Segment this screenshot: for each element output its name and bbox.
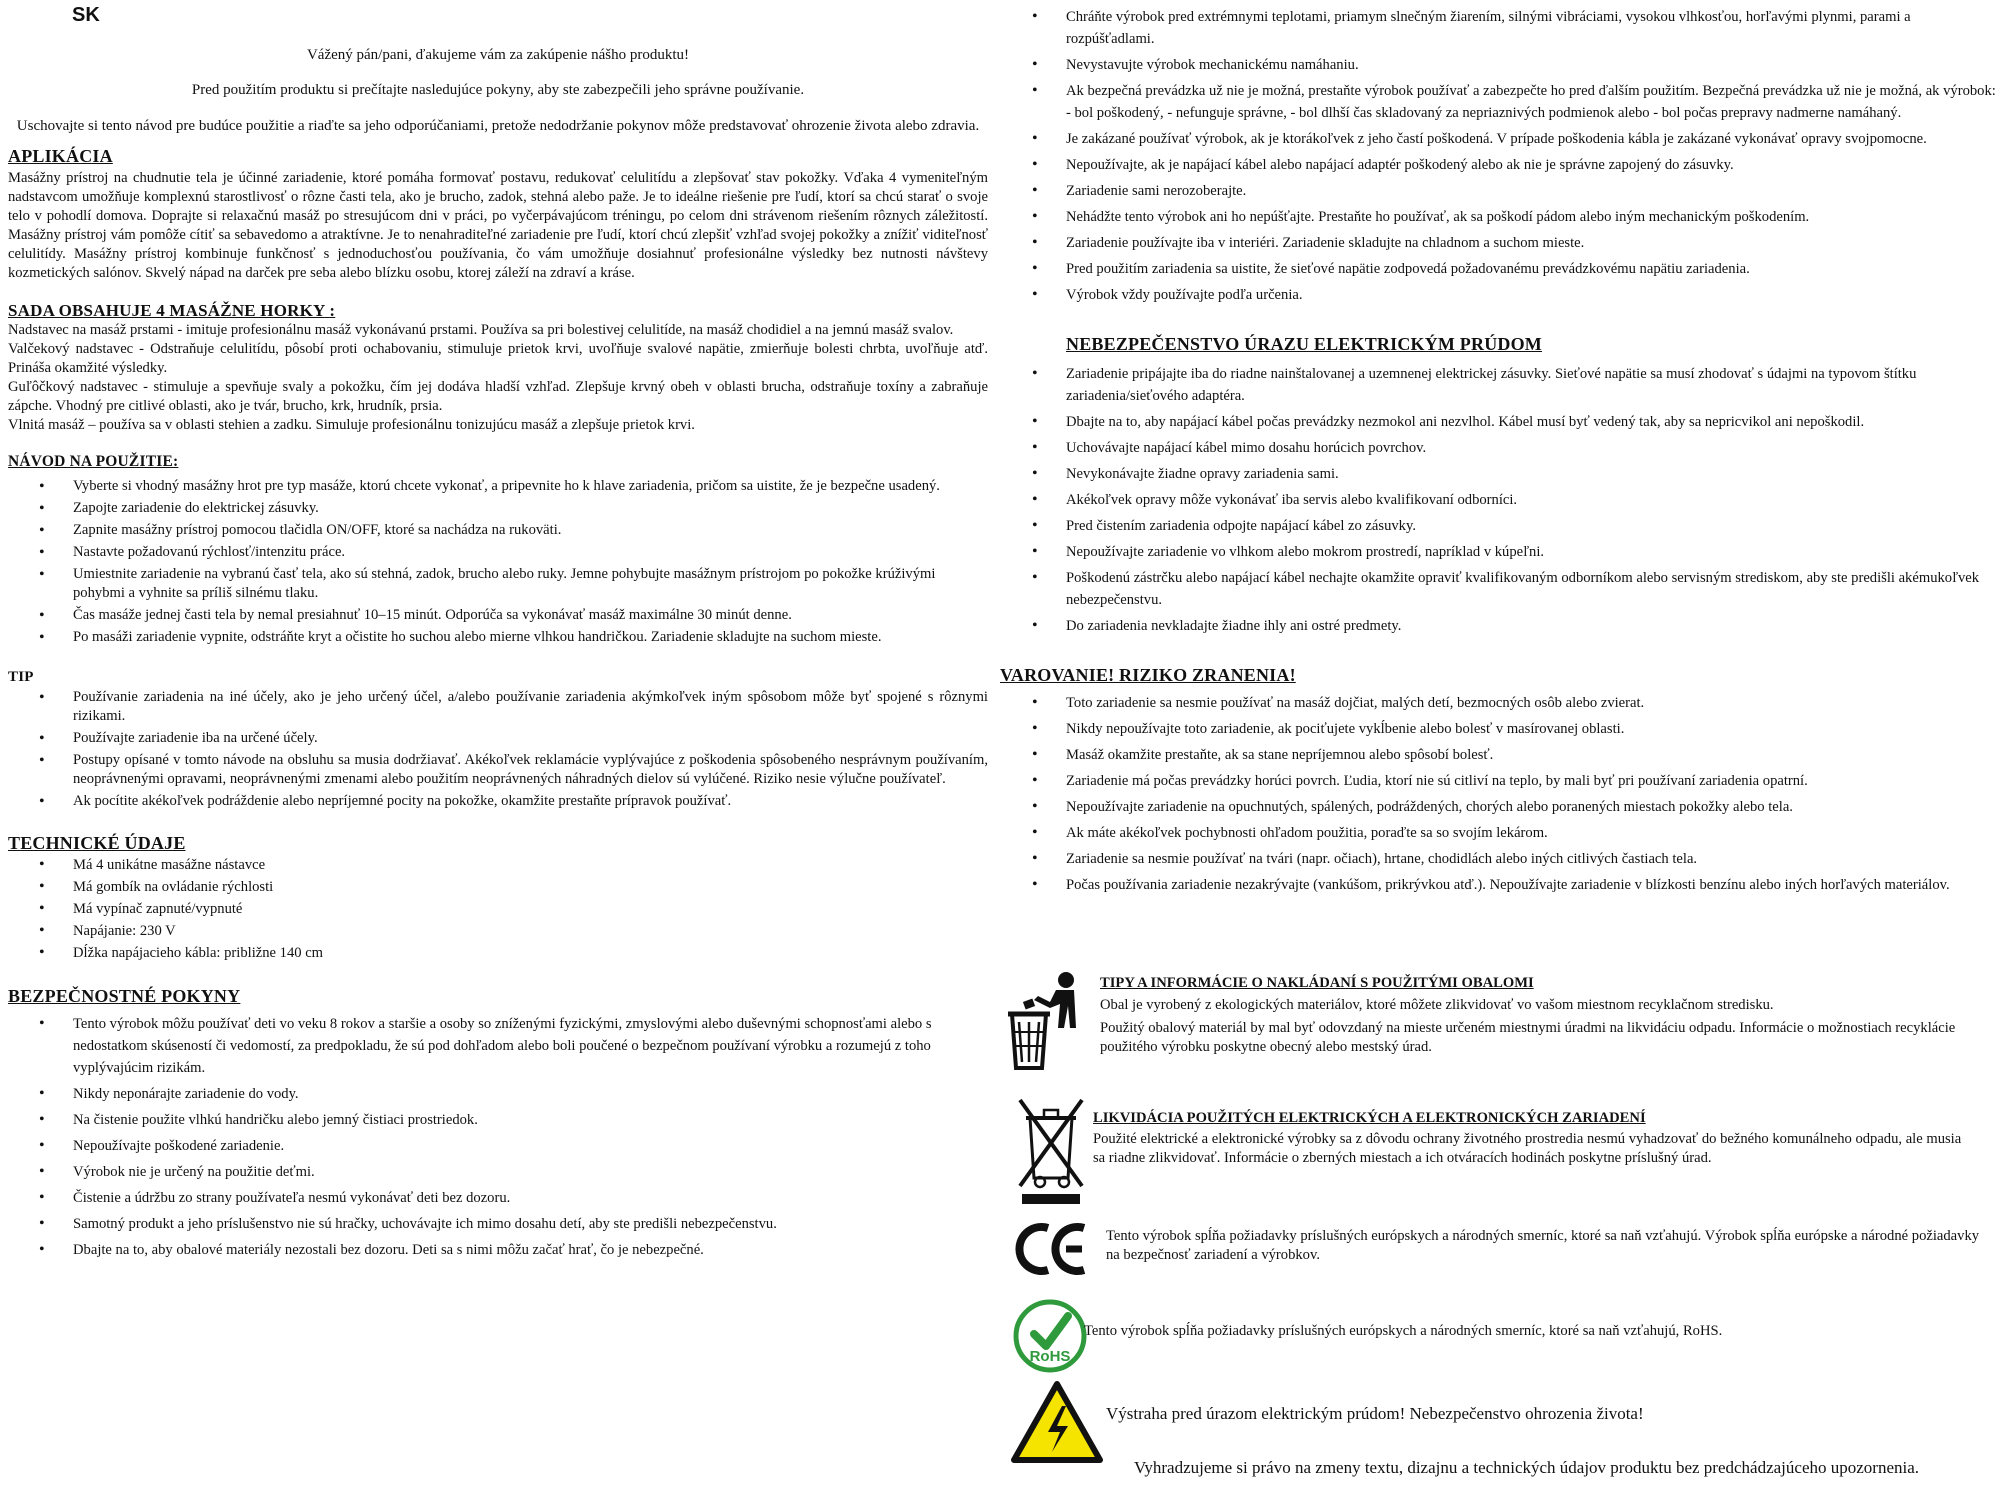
list-item: • Nepoužívajte poškodené zariadenie. (73, 1135, 988, 1157)
list-item: • Na čistenie použite vlhkú handričku alebo jemný čistiaci prostriedok. (73, 1109, 988, 1131)
shock-warning-text: Výstraha pred úrazom elektrickým prúdom! Nebezpečenstvo ohrozenia života! (1106, 1404, 1644, 1423)
sada-title-text: SADA OBSAHUJE 4 MASÁŽNE HORKY (8, 301, 325, 320)
tip-list (8, 688, 988, 811)
list-item: • Tento výrobok môžu používať deti vo veku 8 rokov a staršie a osoby so zníženými fyzickými, zmyslovými alebo duševnými schopnosťami alebo s nedostatkom skúseností či vedomostí, za predpokladu, že sú pod dohľadom alebo boli poučené o bezpečnom používaní výrobku a rozumejú z toho vyplývajúcim rizikám. (73, 1013, 988, 1079)
electric-shock-warning-icon (1010, 1380, 1104, 1464)
section-title-technicke: TECHNICKÉ ÚDAJE (8, 833, 186, 853)
list-item: • Ak pocítite akékoľvek podráždenie alebo nepríjemné pocity na pokožke, okamžite prestaňte prípravok používať. (73, 792, 988, 811)
crossed-bin-icon (1016, 1096, 1086, 1206)
list-item: • Zapnite masážny prístroj pomocou tlačidla ON/OFF, ktoré sa nachádza na rukoväti. (73, 521, 988, 540)
left-column (8, 0, 988, 1265)
varovanie-list (1000, 692, 2000, 896)
list-item: • Do zariadenia nevkladajte žiadne ihly ani ostré predmety. (1066, 615, 2000, 637)
list-item: • Nikdy neponárajte zariadenie do vody. (73, 1083, 988, 1105)
list-item: • Dbajte na to, aby napájací kábel počas prevádzky nezmokol ani nezvlhol. Kábel musí byť vedený tak, aby sa nepricvikol ani nepoškodil. (1066, 411, 2000, 433)
intro-keep-manual: Uschovajte si tento návod pre budúce použitie a riaďte sa jeho odporúčaniami, pretože nedodržanie pokynov môže predstavovať ohrozenie života alebo zdravia. (16, 118, 980, 134)
obaly-line: Použitý obalový materiál by mal byť odovzdaný na mieste určeném miestnymi úradmi na likvidáciu odpadu. Informácie o možnostiach recyklácie použitého výrobku poskytne obecný alebo mestský úrad. (1100, 1020, 1956, 1055)
right-column (1000, 0, 2000, 900)
list-item: • Výrobok vždy používajte podľa určenia. (1066, 284, 2000, 306)
list-item: • Zariadenie sa nesmie používať na tvári (napr. očiach), hrtane, chodidlách alebo iných citlivých častiach tela. (1066, 848, 2000, 870)
list-item: • Nepoužívajte zariadenie na opuchnutých, spálených, podráždených, chorých alebo poranených miestach pokožky alebo tela. (1066, 796, 2000, 818)
list-item: • Má 4 unikátne masážne nástavce (73, 854, 988, 876)
list-item: • Zariadenie používajte iba v interiéri. Zariadenie skladujte na chladnom a suchom mieste. (1066, 232, 2000, 254)
list-item: • Nepoužívajte zariadenie vo vlhkom alebo mokrom prostredí, napríklad v kúpeľni. (1066, 541, 2000, 563)
list-item: • Zariadenie pripájajte iba do riadne nainštalovanej a uzemnenej elektrickej zásuvky. Sieťové napätie sa musí zhodovať s údajmi na typovom štítku zariadenia/sieťového adaptéra. (1066, 363, 2000, 407)
sada-line: Guľôčkový nadstavec - stimuluje a spevňuje svaly a pokožku, čím jej dodáva hladší vzhľad. Zlepšuje krvný obeh v oblasti brucha, odstraňuje toxíny a zabraňuje zápche. Vhodný pre citlivé oblasti, ako je tvár, brucho, krk, hrudník, prsia. (8, 379, 988, 414)
list-item: • Má gombík na ovládanie rýchlosti (73, 876, 988, 898)
list-item: • Pred čistením zariadenia odpojte napájací kábel zo zásuvky. (1066, 515, 2000, 537)
rohs-icon (1012, 1298, 1088, 1374)
recycle-bin-icon (1004, 970, 1084, 1070)
sada-line: Valčekový nadstavec - Odstraňuje celulitídu, pôsobí proti ochabovaniu, stimuluje prietok krvi, uvoľňuje svalové napätie, zmierňuje bolesti chrbta, uvoľňuje atď. Prináša okamžité výsledky. (8, 341, 988, 376)
list-item: • Napájanie: 230 V (73, 920, 988, 942)
intro-read-instructions: Pred použitím produktu si prečítajte nasledujúce pokyny, aby ste zabezpečili jeho správne používanie. (191, 82, 805, 98)
section-title-navod: NÁVOD NA POUŽITIE: (8, 453, 179, 470)
list-item: • Čistenie a údržbu zo strany používateľa nesmú vykonávať deti bez dozoru. (73, 1187, 988, 1209)
list-item: • Dĺžka napájacieho kábla: približne 140 cm (73, 942, 988, 964)
section-title-tip: TIP (8, 669, 34, 685)
list-item: • Používajte zariadenie iba na určené účely. (73, 729, 988, 748)
list-item: • Ak bezpečná prevádzka už nie je možná, prestaňte výrobok používať a zabezpečte ho pred ďalším použitím. Bezpečná prevádzka už nie je možná, ak výrobok: - bol poškodený, - nefunguje správne, - bol dlhší čas skladovaný za nepriaznivých podmienok alebo - bol počas prepravy nadmerne namáhaný. (1066, 80, 2000, 124)
list-item: • Zariadenie má počas prevádzky horúci povrch. Ľudia, ktorí nie sú citliví na teplo, by mali byť pri používaní zariadenia opatrní. (1066, 770, 2000, 792)
list-item: • Nehádžte tento výrobok ani ho nepúšťajte. Prestaňte ho používať, ak sa poškodí pádom alebo iným mechanickým poškodením. (1066, 206, 2000, 228)
list-item: • Má vypínač zapnuté/vypnuté (73, 898, 988, 920)
list-item: • Poškodenú zástrčku alebo napájací kábel nechajte okamžite opraviť kvalifikovaným odborníkom alebo servisným strediskom, aby ste predišli akémukoľvek nebezpečenstvu. (1066, 567, 2000, 611)
technicke-list (8, 854, 988, 964)
weee-title: LIKVIDÁCIA POUŽITÝCH ELEKTRICKÝCH A ELEKTRONICKÝCH ZARIADENÍ (1093, 1110, 1646, 1126)
list-item: • Zariadenie sami nerozoberajte. (1066, 180, 2000, 202)
list-item: • Nastavte požadovanú rýchlosť/intenzitu práce. (73, 543, 988, 562)
language-code: SK (72, 4, 100, 26)
list-item: • Samotný produkt a jeho príslušenstvo nie sú hračky, uchovávajte ich mimo dosahu detí, aby ste predišli nebezpečenstvu. (73, 1213, 988, 1235)
list-item: • Umiestnite zariadenie na vybranú časť tela, ako sú stehná, zadok, brucho alebo ruky. Jemne pohybujte masážnym prístrojom po pokožke krúživými pohybmi a vyhnite sa príliš silnému tlaku. (73, 565, 988, 603)
list-item: • Výrobok nie je určený na použitie deťmi. (73, 1161, 988, 1183)
list-item: • Akékoľvek opravy môže vykonávať iba servis alebo kvalifikovaní odborníci. (1066, 489, 2000, 511)
list-item: • Počas používania zariadenie nezakrývajte (vankúšom, prikrývkou atď.). Nepoužívajte zariadenie v blízkosti benzínu alebo iných horľavých materiálov. (1066, 874, 2000, 896)
section-title-sada (8, 301, 988, 321)
weee-text: Použité elektrické a elektronické výrobky sa z dôvodu ochrany životného prostredia nesmú vyhadzovať do bežného komunálneho odpadu, ale musia sa riadne zlikvidovať. Informácie o zberných miestach a ich otváracích hodinách poskytne príslušný úrad. (1093, 1131, 1962, 1166)
bezpecnostne-continued-list (1000, 6, 2000, 306)
list-item: • Ak máte akékoľvek pochybnosti ohľadom použitia, poraďte sa so svojím lekárom. (1066, 822, 2000, 844)
list-item: • Nevykonávajte žiadne opravy zariadenia sami. (1066, 463, 2000, 485)
section-title-aplikacia: APLIKÁCIA (8, 146, 113, 166)
list-item: • Zapojte zariadenie do elektrickej zásuvky. (73, 499, 988, 518)
list-item: • Nepoužívajte, ak je napájací kábel alebo napájací adaptér poškodený alebo ak nie je správne zapojený do zásuvky. (1066, 154, 2000, 176)
footer-disclaimer: Vyhradzujeme si právo na zmeny textu, dizajnu a technických údajov produktu bez predchádzajúceho upozornenia. (1134, 1458, 1920, 1477)
list-item: • Po masáži zariadenie vypnite, odstráňte kryt a očistite ho suchou alebo mierne vlhkou handričkou. Zariadenie skladujte na suchom mieste. (73, 628, 988, 647)
sada-title-suffix: : (329, 301, 336, 320)
weee-block (1093, 1110, 1973, 1168)
list-item: • Nikdy nepoužívajte toto zariadenie, ak pociťujete vykĺbenie alebo bolesť v masírovanej oblasti. (1066, 718, 2000, 740)
list-item: • Uchovávajte napájací kábel mimo dosahu horúcich povrchov. (1066, 437, 2000, 459)
section-title-elektricky: NEBEZPEČENSTVO ÚRAZU ELEKTRICKÝM PRÚDOM (1066, 334, 1542, 354)
sada-line: Vlnitá masáž – používa sa v oblasti stehien a zadku. Simuluje profesionálnu tonizujúcu masáž a zlepšuje prietok krvi. (8, 417, 695, 433)
ce-text: Tento výrobok spĺňa požiadavky príslušných európskych a národných smerníc, ktoré sa naň vzťahujú. Výrobok spĺňa európske a národné požiadavky na bezpečnosť zariadení a výrobkov. (1106, 1228, 1980, 1263)
list-item: • Postupy opísané v tomto návode na obsluhu sa musia dodržiavať. Akékoľvek reklamácie vyplývajúce z poškodenia spôsobeného nesprávnym používaním, neoprávnenými opravami, neoprávnenými zmenami alebo použitím neoprávnených náhradných dielov sú vylúčené. Riziko nesie výlučne používateľ. (73, 751, 988, 789)
rohs-text: Tento výrobok spĺňa požiadavky príslušných európskych a národných smerníc, ktoré sa naň vzťahujú, RoHS. (1084, 1323, 1723, 1339)
list-item: • Masáž okamžite prestaňte, ak sa stane nepríjemnou alebo spôsobí bolesť. (1066, 744, 2000, 766)
navod-list (8, 477, 988, 647)
rohs-logo-label: RoHS (1029, 1348, 1071, 1365)
intro-greeting: Vážený pán/pani, ďakujeme vám za zakúpenie nášho produktu! (306, 47, 690, 63)
section-title-bezpecnostne: BEZPEČNOSTNÉ POKYNY (8, 986, 241, 1006)
section-title-varovanie: VAROVANIE! RIZIKO ZRANENIA! (1000, 665, 1296, 685)
obaly-title: TIPY A INFORMÁCIE O NAKLÁDANÍ S POUŽITÝMI OBALOMI (1100, 975, 1534, 991)
list-item: • Nevystavujte výrobok mechanickému namáhaniu. (1066, 54, 2000, 76)
list-item: • Je zakázané používať výrobok, ak je ktorákoľvek z jeho častí poškodená. V prípade poškodenia kábla je zakázané vykonávať opravy svojpomocne. (1066, 128, 2000, 150)
obaly-block (1100, 975, 1980, 1057)
elektricky-list (1000, 363, 2000, 637)
bezpecnostne-list (8, 1013, 988, 1261)
aplikacia-text: Masážny prístroj na chudnutie tela je účinné zariadenie, ktoré pomáha formovať postavu, redukovať celulitídu a zlepšovať stav pokožky. Vďaka 4 vymeniteľným nadstavcom umožňuje komplexnú starostlivosť o rôzne časti tela, ako je brucho, zadok, stehná alebo paže. Je to ideálne riešenie pre ľudí, ktorí sa chcú starať o svoje telo v pohodlí domova. Doprajte si relaxačnú masáž po stresujúcom dni v práci, po vyčerpávajúcom tréningu, po celom dni strávenom riešením rôznych záležitostí. Masážny prístroj vám pomôže cítiť sa sebavedomo a atraktívne. Je to nenahraditeľné zariadenie pre ľudí, ktorí chcú zlepšiť vzhľad svojej pokožky a znížiť viditeľnosť celulitídy. Masážny prístroj kombinuje funkčnosť s jednoduchosťou používania, čo vám umožňuje dosiahnuť profesionálne výsledky bez nutnosti návštevy kozmetických salónov. Skvelý nápad na darček pre seba alebo blízku osobu, ktorej záleží na zdraví a kráse. (8, 170, 988, 281)
ce-mark-icon (1014, 1220, 1094, 1278)
list-item: • Vyberte si vhodný masážny hrot pre typ masáže, ktorú chcete vykonať, a pripevnite ho k hlave zariadenia, pričom sa uistite, že je bezpečne usadený. (73, 477, 988, 496)
list-item: • Používanie zariadenia na iné účely, ako je jeho určený účel, a/alebo používanie zariadenia akýmkoľvek iným spôsobom môže byť spojené s rôznymi rizikami. (73, 688, 988, 726)
list-item: • Pred použitím zariadenia sa uistite, že sieťové napätie zodpovedá požadovanému prevádzkovému napätiu zariadenia. (1066, 258, 2000, 280)
list-item: • Toto zariadenie sa nesmie používať na masáž dojčiat, malých detí, bezmocných osôb alebo zvierat. (1066, 692, 2000, 714)
list-item: • Čas masáže jednej časti tela by nemal presiahnuť 10–15 minút. Odporúča sa vykonávať masáž maximálne 30 minút denne. (73, 606, 988, 625)
sada-line: Nadstavec na masáž prstami - imituje profesionálnu masáž vykonávanú prstami. Používa sa pri bolestivej celulitíde, na masáž chodidiel a na jemnú masáž svalov. (8, 322, 954, 338)
obaly-line: Obal je vyrobený z ekologických materiálov, ktoré môžete zlikvidovať vo vašom miestnom recyklačnom stredisku. (1100, 997, 1774, 1013)
list-item: • Dbajte na to, aby obalové materiály nezostali bez dozoru. Deti sa s nimi môžu začať hrať, čo je nebezpečné. (73, 1239, 988, 1261)
list-item: • Chráňte výrobok pred extrémnymi teplotami, priamym slnečným žiarením, silnými vibráciami, vysokou vlhkosťou, horľavými plynmi, parami a rozpúšťadlami. (1066, 6, 2000, 50)
